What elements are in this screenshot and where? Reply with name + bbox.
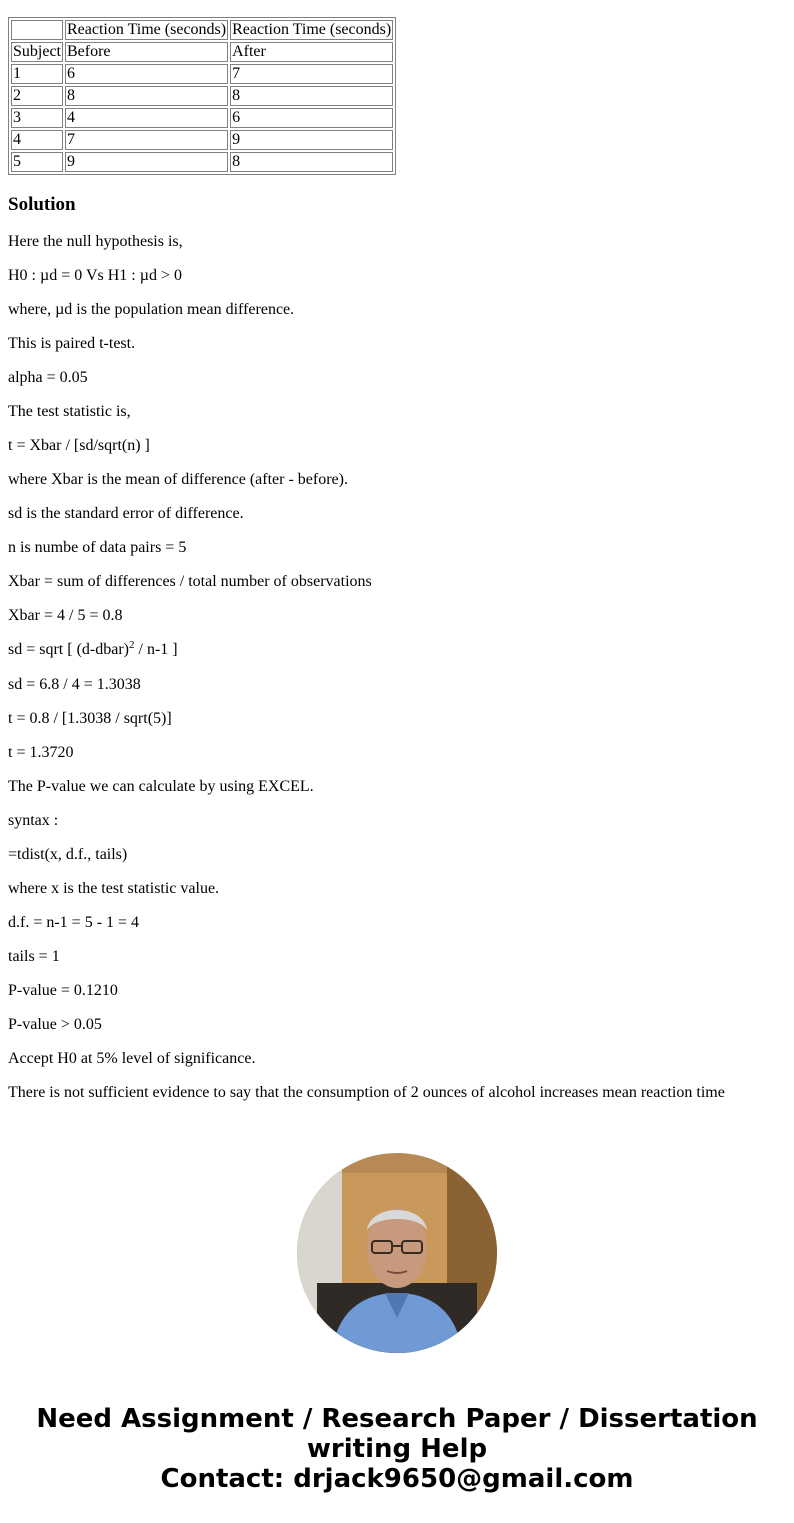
text-line: There is not sufficient evidence to say that the consumption of 2 ounces of alcohol increases mean reaction time	[8, 1084, 725, 1101]
table-cell: 5	[11, 152, 63, 172]
sd-formula-text: / n-1 ]	[134, 641, 178, 658]
text-line: P-value > 0.05	[8, 1016, 102, 1033]
table-cell: 6	[65, 64, 228, 84]
superscript: 2	[129, 639, 135, 651]
text-line: This is paired t-test.	[8, 335, 136, 352]
table-cell: 9	[65, 152, 228, 172]
text-line: where x is the test statistic value.	[8, 880, 220, 897]
table-cell: Reaction Time (seconds)	[232, 21, 392, 38]
table-cell: 9	[230, 130, 393, 150]
text-line: P-value = 0.1210	[8, 982, 118, 999]
text-line: sd is the standard error of difference.	[8, 505, 244, 522]
text-line: t = Xbar / [sd/sqrt(n) ]	[8, 437, 150, 454]
text-line: The P-value we can calculate by using EXCEL.	[8, 778, 314, 795]
table-cell: 2	[11, 86, 63, 106]
table-row	[11, 108, 393, 128]
table-subheader-row	[11, 42, 393, 62]
solution-heading: Solution	[8, 194, 76, 215]
table-cell: Subject	[13, 43, 61, 60]
promo-contact: Contact: drjack9650@gmail.com	[160, 1464, 634, 1494]
table-row	[11, 152, 393, 172]
text-line: n is numbe of data pairs = 5	[8, 539, 187, 556]
author-avatar	[297, 1153, 497, 1353]
table-cell: 7	[65, 130, 228, 150]
text-line: Xbar = sum of differences / total number of observations	[8, 573, 372, 590]
table-cell: 3	[11, 108, 63, 128]
table-cell: Reaction Time (seconds)	[67, 21, 227, 38]
table-cell: 7	[230, 64, 393, 84]
reaction-time-table	[8, 17, 396, 175]
promo-banner	[0, 1404, 794, 1494]
text-line: sd = 6.8 / 4 = 1.3038	[8, 676, 141, 693]
avatar-portrait	[297, 1153, 497, 1353]
table-row	[11, 86, 393, 106]
text-line: alpha = 0.05	[8, 369, 88, 386]
text-line: Xbar = 4 / 5 = 0.8	[8, 607, 123, 624]
text-line: t = 1.3720	[8, 744, 74, 761]
solution-body	[8, 232, 725, 1117]
table-cell: 8	[65, 86, 228, 106]
table-row	[11, 64, 393, 84]
text-line: =tdist(x, d.f., tails)	[8, 846, 128, 863]
table-cell: 4	[65, 108, 228, 128]
promo-headline: Need Assignment / Research Paper / Dissertation writing Help	[36, 1404, 758, 1464]
text-line: tails = 1	[8, 948, 60, 965]
text-line: where, µd is the population mean difference.	[8, 301, 295, 318]
table-row	[11, 130, 393, 150]
table-cell: 8	[230, 86, 393, 106]
sd-formula-text: sd = sqrt [ (d-dbar)	[8, 641, 129, 658]
table-cell: After	[230, 42, 393, 62]
table-cell: 4	[11, 130, 63, 150]
table-header-row	[11, 20, 393, 40]
text-line: syntax :	[8, 812, 59, 829]
table-cell: 1	[11, 64, 63, 84]
table-cell: 8	[230, 152, 393, 172]
text-line: The test statistic is,	[8, 403, 131, 420]
text-line: t = 0.8 / [1.3038 / sqrt(5)]	[8, 710, 172, 727]
sd-formula-line	[8, 640, 725, 675]
text-line: Here the null hypothesis is,	[8, 233, 183, 250]
table-cell: Before	[65, 42, 228, 62]
text-line: where Xbar is the mean of difference (after - before).	[8, 471, 348, 488]
text-line: H0 : µd = 0 Vs H1 : µd > 0	[8, 267, 182, 284]
text-line: Accept H0 at 5% level of significance.	[8, 1050, 256, 1067]
text-line: d.f. = n-1 = 5 - 1 = 4	[8, 914, 140, 931]
table-cell	[11, 20, 63, 40]
table-cell: 6	[230, 108, 393, 128]
